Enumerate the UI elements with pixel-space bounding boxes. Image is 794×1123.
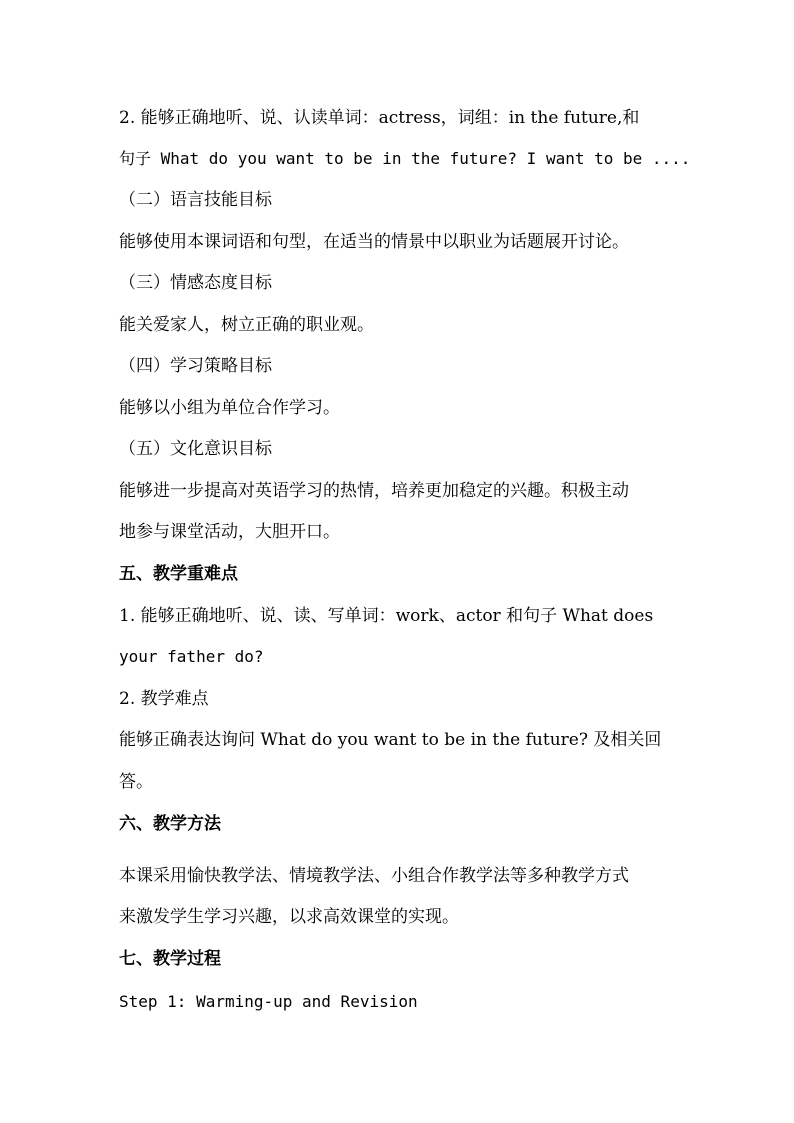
key-points-item-1: 1. 能够正确地听、说、读、写单词：work、actor 和句子 What does (119, 606, 654, 626)
key-points-heading: 五、教学重难点 (119, 564, 238, 584)
difficult-points-text-1: 能够正确表达询问 What do you want to be in the future? 及相关回 (119, 730, 662, 750)
cultural-awareness-text-1: 能够进一步提高对英语学习的热情，培养更加稳定的兴趣。积极主动 (119, 481, 629, 501)
learning-strategy-heading: （四）学习策略目标 (119, 356, 272, 376)
teaching-methods-text-2: 来激发学生学习兴趣，以求高效课堂的实现。 (119, 907, 459, 927)
emotion-attitude-text: 能关爱家人，树立正确的职业观。 (119, 315, 374, 335)
key-points-item-1-cont: your father do? (119, 647, 264, 666)
objective-words-line: 2. 能够正确地听、说、认读单词：actress，词组：in the future,和 (119, 108, 640, 128)
language-skills-heading: （二）语言技能目标 (119, 190, 272, 210)
difficult-points-text-2: 答。 (119, 772, 153, 792)
cultural-awareness-heading: （五）文化意识目标 (119, 439, 272, 459)
objective-sentence-line: 句子 What do you want to be in the future? I want to be .... (119, 149, 691, 168)
step-1-heading: Step 1: Warming-up and Revision (119, 992, 418, 1011)
difficult-points-label: 2. 教学难点 (119, 689, 209, 709)
teaching-process-heading: 七、教学过程 (119, 949, 221, 969)
cultural-awareness-text-2: 地参与课堂活动，大胆开口。 (119, 522, 340, 542)
emotion-attitude-heading: （三）情感态度目标 (119, 273, 272, 293)
teaching-methods-text-1: 本课采用愉快教学法、情境教学法、小组合作教学法等多种教学方式 (119, 866, 629, 886)
language-skills-text: 能够使用本课词语和句型，在适当的情景中以职业为话题展开讨论。 (119, 232, 629, 252)
teaching-methods-heading: 六、教学方法 (119, 814, 221, 834)
learning-strategy-text: 能够以小组为单位合作学习。 (119, 398, 340, 418)
